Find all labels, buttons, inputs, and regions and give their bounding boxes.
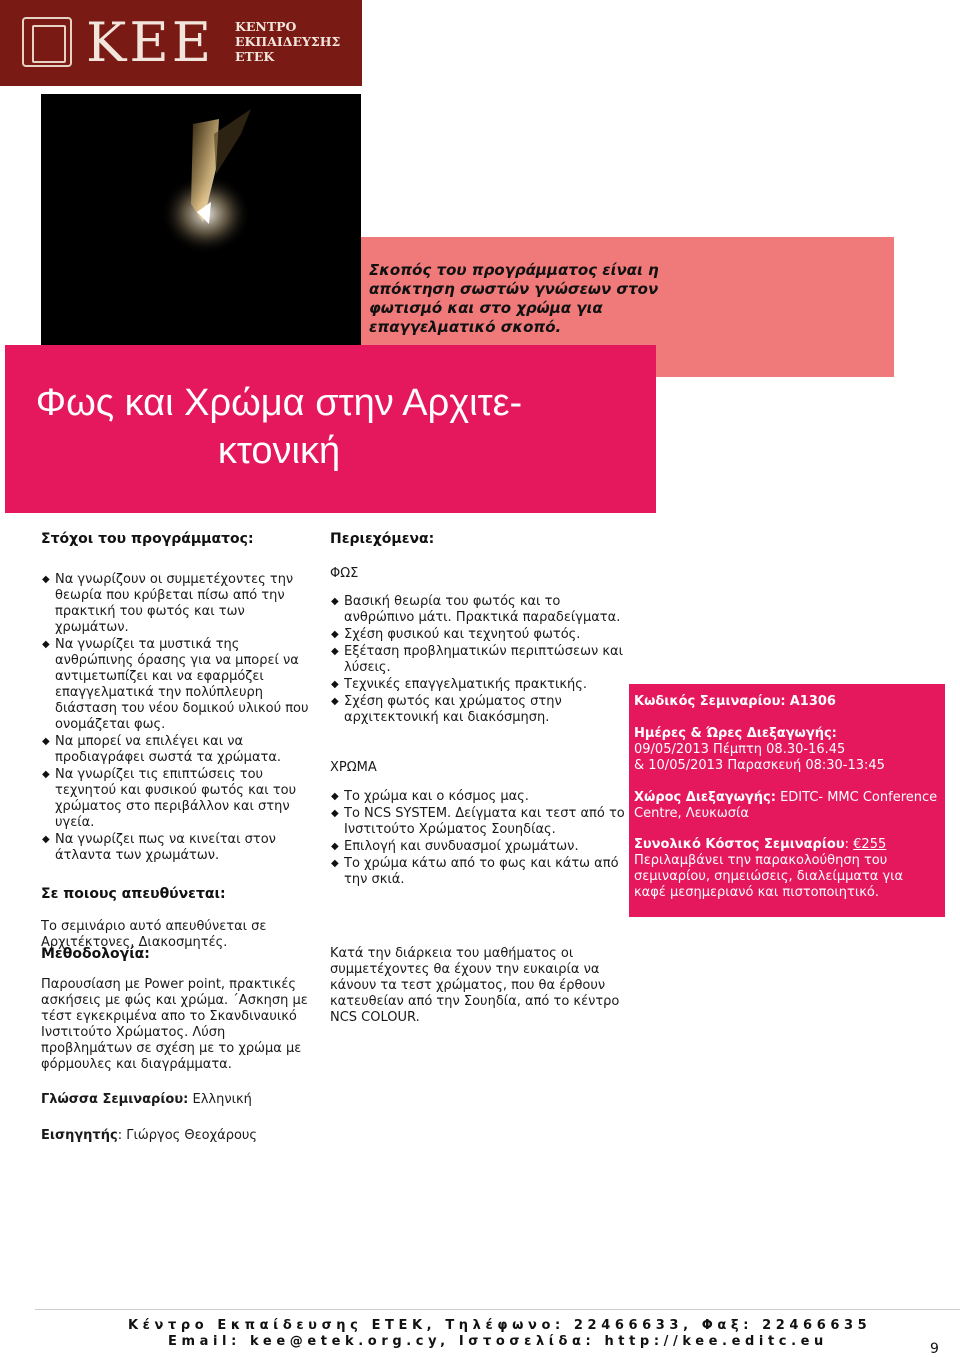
diamond-bullet-icon: ◆ — [331, 646, 339, 657]
diamond-bullet-icon: ◆ — [42, 834, 50, 845]
list-item: ◆ Το χρώμα κάτω από το φως και κάτω από την σκιά. — [331, 856, 619, 887]
diamond-bullet-icon: ◆ — [331, 596, 339, 607]
audience-heading: Σε ποιους απευθύνεται: — [41, 886, 226, 902]
diamond-bullet-icon: ◆ — [331, 696, 339, 707]
list-item: ◆ Το NCS SYSTEM. Δείγματα και τεστ από το Ινστιτούτο Χρώματος Σουηδίας. — [331, 806, 625, 837]
list-item: ◆ Τεχνικές επαγγελματικής πρακτικής. — [331, 677, 588, 692]
light-beam-photo — [41, 94, 361, 354]
diamond-bullet-icon: ◆ — [331, 841, 339, 852]
footer-web-line: Email: kee@etek.org.cy, Ιστοσελίδα: http://kee.editc.eu — [168, 1334, 828, 1349]
contents-column — [330, 531, 630, 889]
list-item: ◆ Επιλογή και συνδυασμοί χρωμάτων. — [331, 839, 579, 854]
list-item: ◆ Να μπορεί να επιλέγει και να προδιαγράφει σωστά τα χρώματα. — [42, 734, 282, 765]
seminar-dates: Ημέρες & Ώρες Διεξαγωγής: 09/05/2013 Πέμπτη 08.30-16.45 & 10/05/2013 Παρασκευή 08:30-13:45 — [634, 726, 885, 773]
list-item: ◆ Σχέση φωτός και χρώματος στην αρχιτεκτονική και διακόσμηση. — [331, 694, 562, 725]
list-item: ◆ Εξέταση προβληματικών περιπτώσεων και λύσεις. — [331, 644, 623, 675]
diamond-bullet-icon: ◆ — [331, 808, 339, 819]
contents-heading: Περιεχόμενα: — [330, 531, 435, 547]
objectives-heading: Στόχοι του προγράμματος: — [41, 531, 254, 547]
color-subheading: ΧΡΩΜΑ — [330, 760, 377, 775]
color-topics-list — [330, 789, 630, 888]
etek-seal-icon — [22, 17, 72, 67]
list-item: ◆ Το χρώμα και ο κόσμος μας. — [331, 789, 529, 804]
light-beam-image — [41, 94, 361, 354]
program-aim-text: Σκοπός του προγράμματος είναι η απόκτηση σωστών γνώσεων στον φωτισμό και στο χρώμα για επαγγελματικό σκοπό. — [369, 261, 659, 336]
diamond-bullet-icon: ◆ — [42, 639, 50, 650]
methodology-text: Παρουσίαση με Power point, πρακτικές ασκήσεις με φώς και χρώμα. ΄Ασκηση με τέστ εγκεκριμένα απο το Σκανδιναυικό Ινστιτούτο Χρώματος. Λύση προβλημάτων σε σχέση με το χρώμα με φόρμουλες και διαγράμματα. — [41, 977, 308, 1072]
seminar-cost: Συνολικό Κόστος Σεμιναρίου: €255 Περιλαμβάνει την παρακολούθηση του σεμιναρίου, σημειώσεις, διαλείμματα για καφέ μεσημεριανό και πιστοποιητικό. — [634, 837, 904, 900]
diamond-bullet-icon: ◆ — [42, 574, 50, 585]
list-item: ◆ Να γνωρίζει πως να κινείται στον άτλαντα των χρωμάτων. — [42, 832, 276, 863]
methodology-section — [41, 946, 311, 1073]
light-topics-list — [330, 594, 630, 726]
language-line: Γλώσσα Σεμιναρίου: Ελληνική — [41, 1092, 252, 1107]
logo-wordmark: KEE — [86, 11, 215, 74]
diamond-bullet-icon: ◆ — [42, 769, 50, 780]
list-item: ◆ Να γνωρίζει τις επιπτώσεις του τεχνητού και φυσικού φωτός και του χρώματος στο περιβάλλον και στην υγεία. — [42, 767, 297, 830]
seminar-code: Κωδικός Σεμιναρίου: A1306 — [634, 694, 836, 709]
objectives-column — [41, 531, 316, 951]
list-item: ◆ Να γνωρίζουν οι συμμετέχοντες την θεωρία που κρύβεται πίσω από την πρακτική του φωτός και των χρωμάτων. — [42, 572, 294, 635]
diamond-bullet-icon: ◆ — [331, 791, 339, 802]
diamond-bullet-icon: ◆ — [331, 679, 339, 690]
methodology-heading: Μεθοδολογία: — [41, 946, 150, 962]
audience-text: Το σεμινάριο αυτό απευθύνεται σε Αρχιτέκτονες, Διακοσμητές. — [41, 919, 267, 950]
diamond-bullet-icon: ◆ — [331, 858, 339, 869]
footer-contact-line: Κέντρο Εκπαίδευσης ΕΤΕΚ, Τηλέφωνο: 22466633, Φαξ: 22466635 — [128, 1318, 872, 1333]
page-number: 9 — [930, 1341, 939, 1357]
seminar-venue: Χώρος Διεξαγωγής: EDITC- MMC Conference Centre, Λευκωσία — [634, 790, 938, 821]
speaker-line: Εισηγητής: Γιώργος Θεοχάρους — [41, 1128, 258, 1143]
list-item: ◆ Βασική θεωρία του φωτός και το ανθρώπινο μάτι. Πρακτικά παραδείγματα. — [331, 594, 621, 625]
page-title: Φως και Χρώμα στην Αρχιτε- κτονική — [35, 382, 523, 472]
practice-note-text: Κατά την διάρκεια του μαθήματος οι συμμετέχοντες θα έχουν την ευκαιρία να κάνουν τα τεστ χρώματος, που θα έρθουν κατευθείαν από την Σουηδία, από το κέντρο NCS COLOUR. — [330, 946, 620, 1025]
seminar-info-box — [629, 684, 945, 917]
list-item: ◆ Σχέση φυσικού και τεχνητού φωτός. — [331, 627, 581, 642]
objectives-list — [41, 572, 316, 864]
diamond-bullet-icon: ◆ — [331, 629, 339, 640]
diamond-bullet-icon: ◆ — [42, 736, 50, 747]
logo-subtitle: ΚΕΝΤΡΟ ΕΚΠΑΙΔΕΥΣΗΣ ΕΤΕΚ — [235, 19, 341, 64]
light-subheading: ΦΩΣ — [330, 566, 359, 581]
title-banner — [5, 345, 656, 513]
practice-note — [330, 946, 620, 1026]
footer-divider — [35, 1309, 960, 1310]
kee-logo — [0, 0, 362, 86]
list-item: ◆ Να γνωρίζει τα μυστικά της ανθρώπινης όρασης για να μπορεί να αντιμετωπίζει και να εφαρμόζει επαγγελματικά την πολύπλευρη διάσταση του νέου δομικού υλικού που ονομάζεται φως. — [42, 637, 309, 732]
